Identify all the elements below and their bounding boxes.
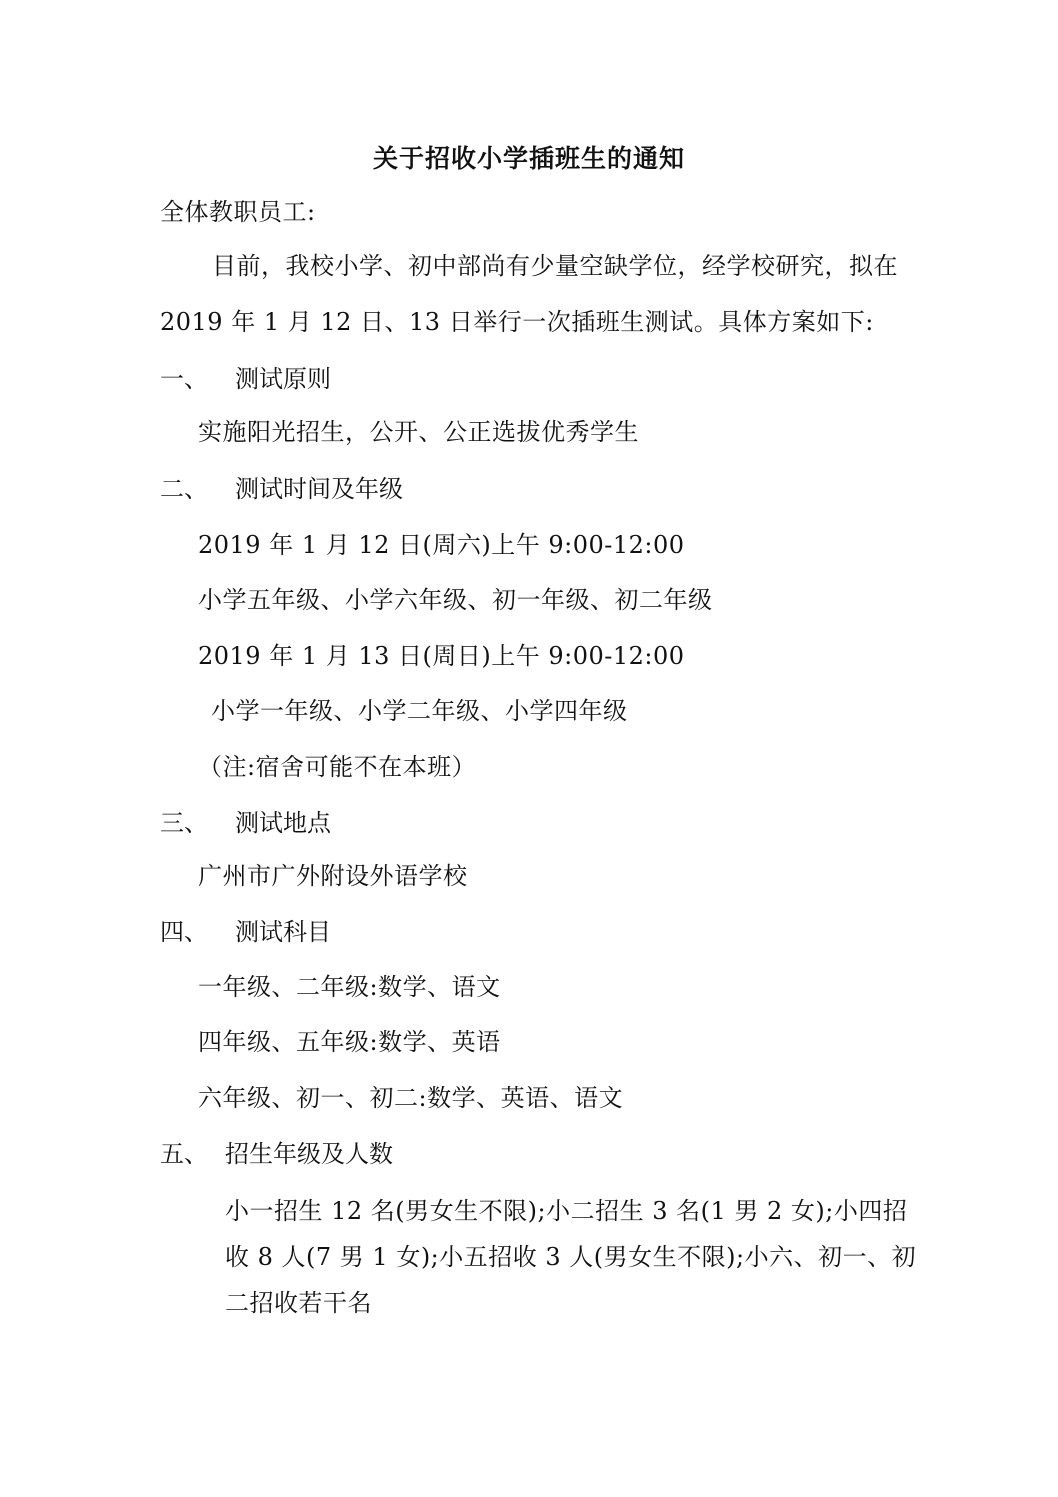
section-4-item-3: 六年级、初一、初二:数学、英语、语文 [198,1084,624,1112]
section-4-heading: 测试科目 [235,918,331,946]
section-4-number: 四、 [160,918,208,946]
section-2-item-5: （注:宿舍可能不在本班） [198,753,477,781]
section-1-number: 一、 [160,365,208,393]
section-4-item-2: 四年级、五年级:数学、英语 [198,1028,501,1056]
section-4-item-1: 一年级、二年级:数学、语文 [198,973,501,1001]
section-2-item-2: 小学五年级、小学六年级、初一年级、初二年级 [198,586,713,614]
section-5-item-2: 收 8 人(7 男 1 女);小五招收 3 人(男女生不限);小六、初一、初 [225,1243,917,1271]
intro-line-1: 目前，我校小学、初中部尚有少量空缺学位，经学校研究，拟在 [212,252,898,280]
section-1-heading: 测试原则 [235,365,331,393]
section-5-item-3: 二招收若干名 [225,1289,372,1317]
document-title: 关于招收小学插班生的通知 [372,144,685,173]
section-3-item-1: 广州市广外附设外语学校 [198,862,468,890]
section-1-item-1: 实施阳光招生，公开、公正选拔优秀学生 [198,418,639,446]
salutation: 全体教职员工: [160,198,316,226]
section-3-heading: 测试地点 [235,809,331,837]
section-2-number: 二、 [160,475,208,503]
section-5-item-1: 小一招生 12 名(男女生不限);小二招生 3 名(1 男 2 女);小四招 [225,1197,908,1225]
section-2-item-4: 小学一年级、小学二年级、小学四年级 [211,697,628,725]
section-2-item-3: 2019 年 1 月 13 日(周日)上午 9:00-12:00 [198,642,685,670]
intro-line-2: 2019 年 1 月 12 日、13 日举行一次插班生测试。具体方案如下: [160,308,874,336]
section-3-number: 三、 [160,809,208,837]
section-2-heading: 测试时间及年级 [235,475,403,503]
section-2-item-1: 2019 年 1 月 12 日(周六)上午 9:00-12:00 [198,531,685,559]
section-5-heading: 招生年级及人数 [225,1140,393,1168]
section-5-number: 五、 [160,1140,208,1168]
